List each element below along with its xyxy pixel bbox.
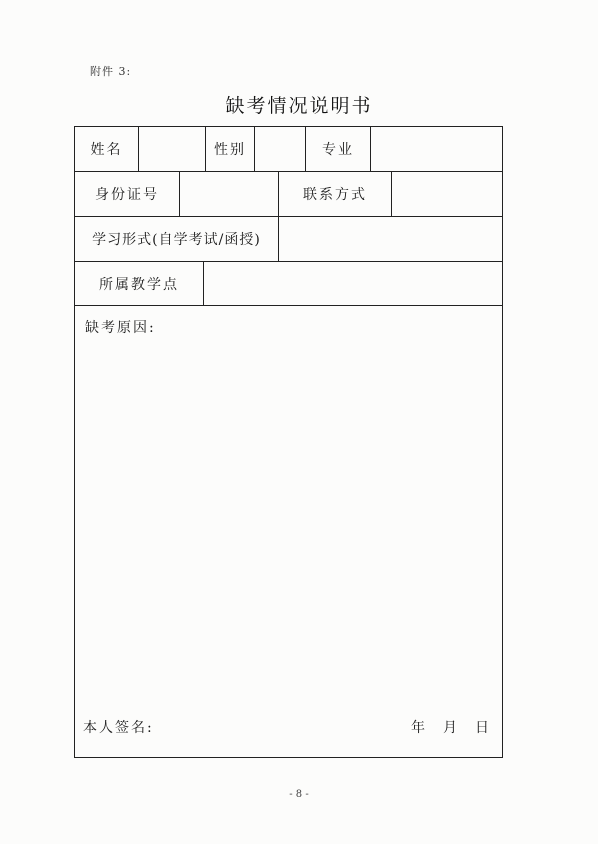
name-label: 姓名 [90,142,123,158]
row-divider [75,305,502,306]
date-year-label: 年 [411,720,425,736]
date-month-label: 月 [443,720,457,736]
id-field[interactable] [180,172,278,216]
page-number: - 8 - [289,789,309,800]
date-day-label: 日 [475,720,489,736]
contact-field[interactable] [392,172,502,216]
absence-reason-label: 缺考原因: [85,320,156,336]
signature-label: 本人签名: [83,720,154,736]
study-form-field[interactable] [279,217,502,261]
gender-field[interactable] [255,127,305,171]
major-label: 专业 [322,142,354,158]
study-form-label: 学习形式(自学考试/函授) [92,232,261,248]
teaching-center-label: 所属教学点 [99,276,179,293]
page-title: 缺考情况说明书 [225,95,373,117]
teaching-center-field[interactable] [204,262,502,305]
id-label: 身份证号 [95,187,159,203]
gender-label: 性别 [214,142,246,158]
absence-form-table [74,126,503,758]
contact-label: 联系方式 [303,187,367,203]
name-field[interactable] [139,127,205,171]
attachment-label: 附件 3: [90,65,132,78]
major-field[interactable] [371,127,502,171]
